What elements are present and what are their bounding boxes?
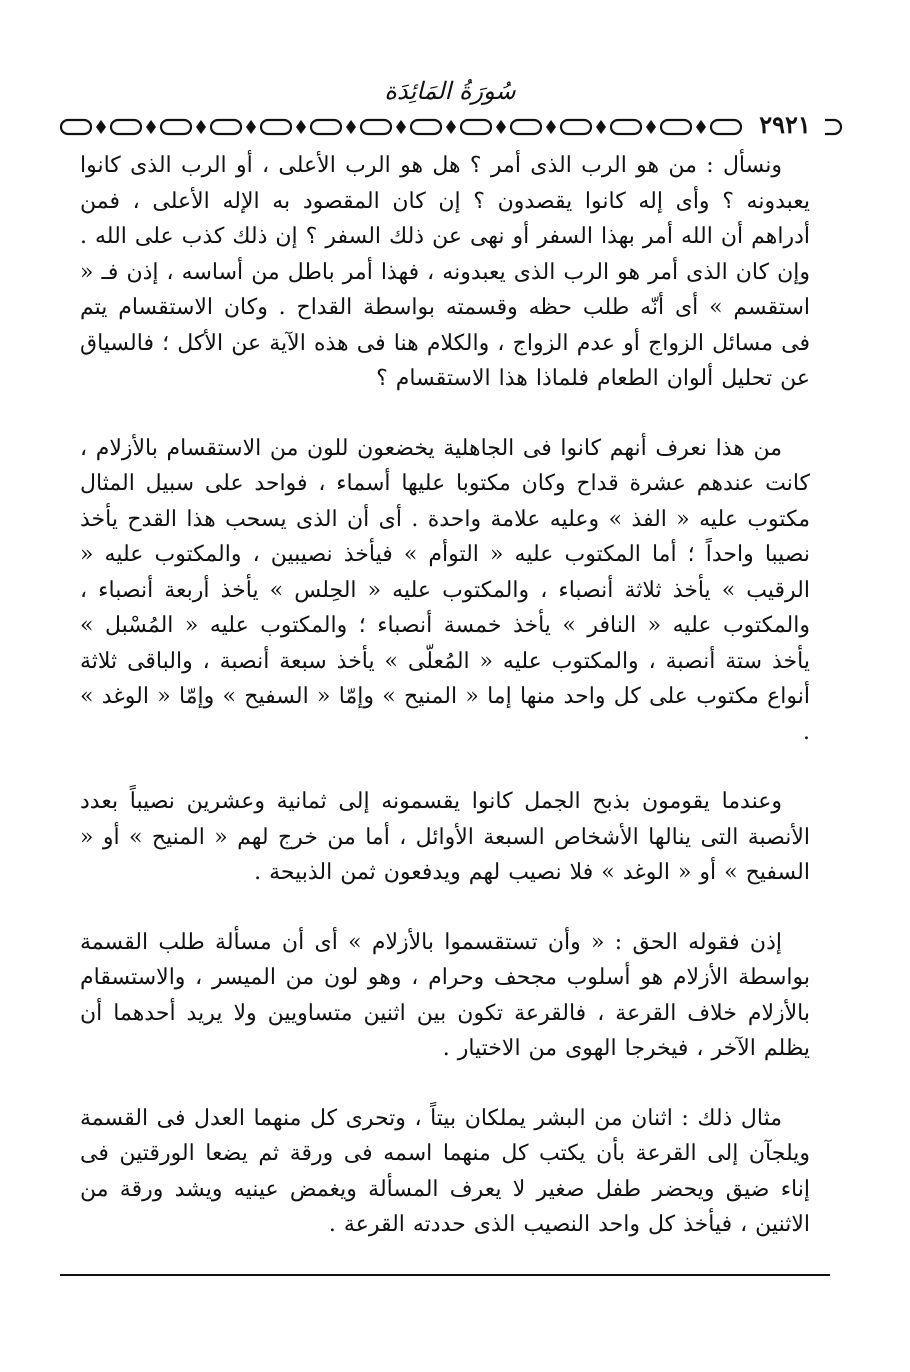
page-header [55, 70, 845, 140]
paragraph-1: ونسأل : من هو الرب الذى أمر ؟ هل هو الرب الأعلى ، أو الرب الذى كانوا يعبدونه ؟ وأى إله كانوا يقصدون ؟ إن كان المقصود به الإله الأعلى ، فمن أدراهم أن الله أمر بهذا السفر أو نهى عن ذلك السفر ؟ إن ذلك كذب على الله . وإن كان الذى أمر هو الرب الذى يعبدونه ، فهذا أمر باطل من أساسه ، إذن فـ « استقسم » أى أنّه طلب حظه وقسمته بواسطة القداح . وكان الاستقسام يتم فى مسائل الزواج أو عدم الزواج ، والكلام هنا فى هذه الآية عن الأكل ؛ فالسياق عن تحليل ألوان الطعام فلماذا هذا الاستقسام ؟ [80, 153, 810, 391]
surah-title: سُورَةُ المَائِدَة [384, 77, 516, 105]
footer-divider [60, 1274, 830, 1276]
paragraph-5: مثال ذلك : اثنان من البشر يملكان بيتاً ، وتحرى كل منهما العدل فى القسمة ويلجآن إلى القرعة بأن يكتب كل منهما اسمه فى ورقة ثم يضعا الورقتين فى إناء ضيق ويحضر طفل صغير لا يعرف المسألة ويغمض عينيه ويشد ورقة من الاثنين ، فيأخذ كل واحد النصيب الذى حددته القرعة . [80, 1105, 810, 1237]
paragraph-3: وعندما يقومون بذبح الجمل كانوا يقسمونه إلى ثمانية وعشرين نصيباً بعدد الأنصبة التى ينالها الأشخاص السبعة الأوائل ، أما من خرج لهم « المنيح » أو « السفيح » أو « الوغد » فلا نصيب لهم ويدفعون ثمن الذبيحة . [80, 789, 810, 885]
ornament-chain-icon [55, 114, 845, 140]
page-body [80, 148, 810, 1277]
paragraph-4: إذن فقوله الحق : « وأن تستقسموا بالأزلام » أى أن مسألة طلب القسمة بواسطة الأزلام هو أسلوب مجحف وحرام ، وهو لون من الميسر ، والاستسقام بالأزلام خلاف القرعة ، فالقرعة تكون بين اثنين متساويين ولا يريد أحدهما أن يظلم الآخر ، فيخرجا الهوى من الاختيار . [80, 929, 810, 1061]
page-number: ٢٩٢١ [745, 110, 825, 140]
header-ornament [55, 110, 845, 140]
paragraph-2: من هذا نعرف أنهم كانوا فى الجاهلية يخضعون للون من الاستقسام بالأزلام ، كانت عندهم عشرة قداح وكان مكتوبا عليها أسماء ، فواحد على سبيل المثال مكتوب عليه « الفذ » وعليه علامة واحدة . أى أن الذى يسحب هذا القدح يأخذ نصيبا واحداً ؛ أما المكتوب عليه « التوأم » فيأخذ نصيبين ، والمكتوب عليه « الرقيب » يأخذ ثلاثة أنصباء ، والمكتوب عليه « الحِلس » يأخذ أربعة أنصباء ، والمكتوب عليه « النافر » يأخذ خمسة أنصباء ؛ والمكتوب عليه « المُسْبل » يأخذ ستة أنصبة ، والمكتوب عليه « المُعلّى » يأخذ سبعة أنصبة ، والباقى ثلاثة أنواع مكتوب على كل واحد منها إما « المنيح » وإمّا « السفيح » وإمّا « الوغد » . [80, 435, 810, 745]
